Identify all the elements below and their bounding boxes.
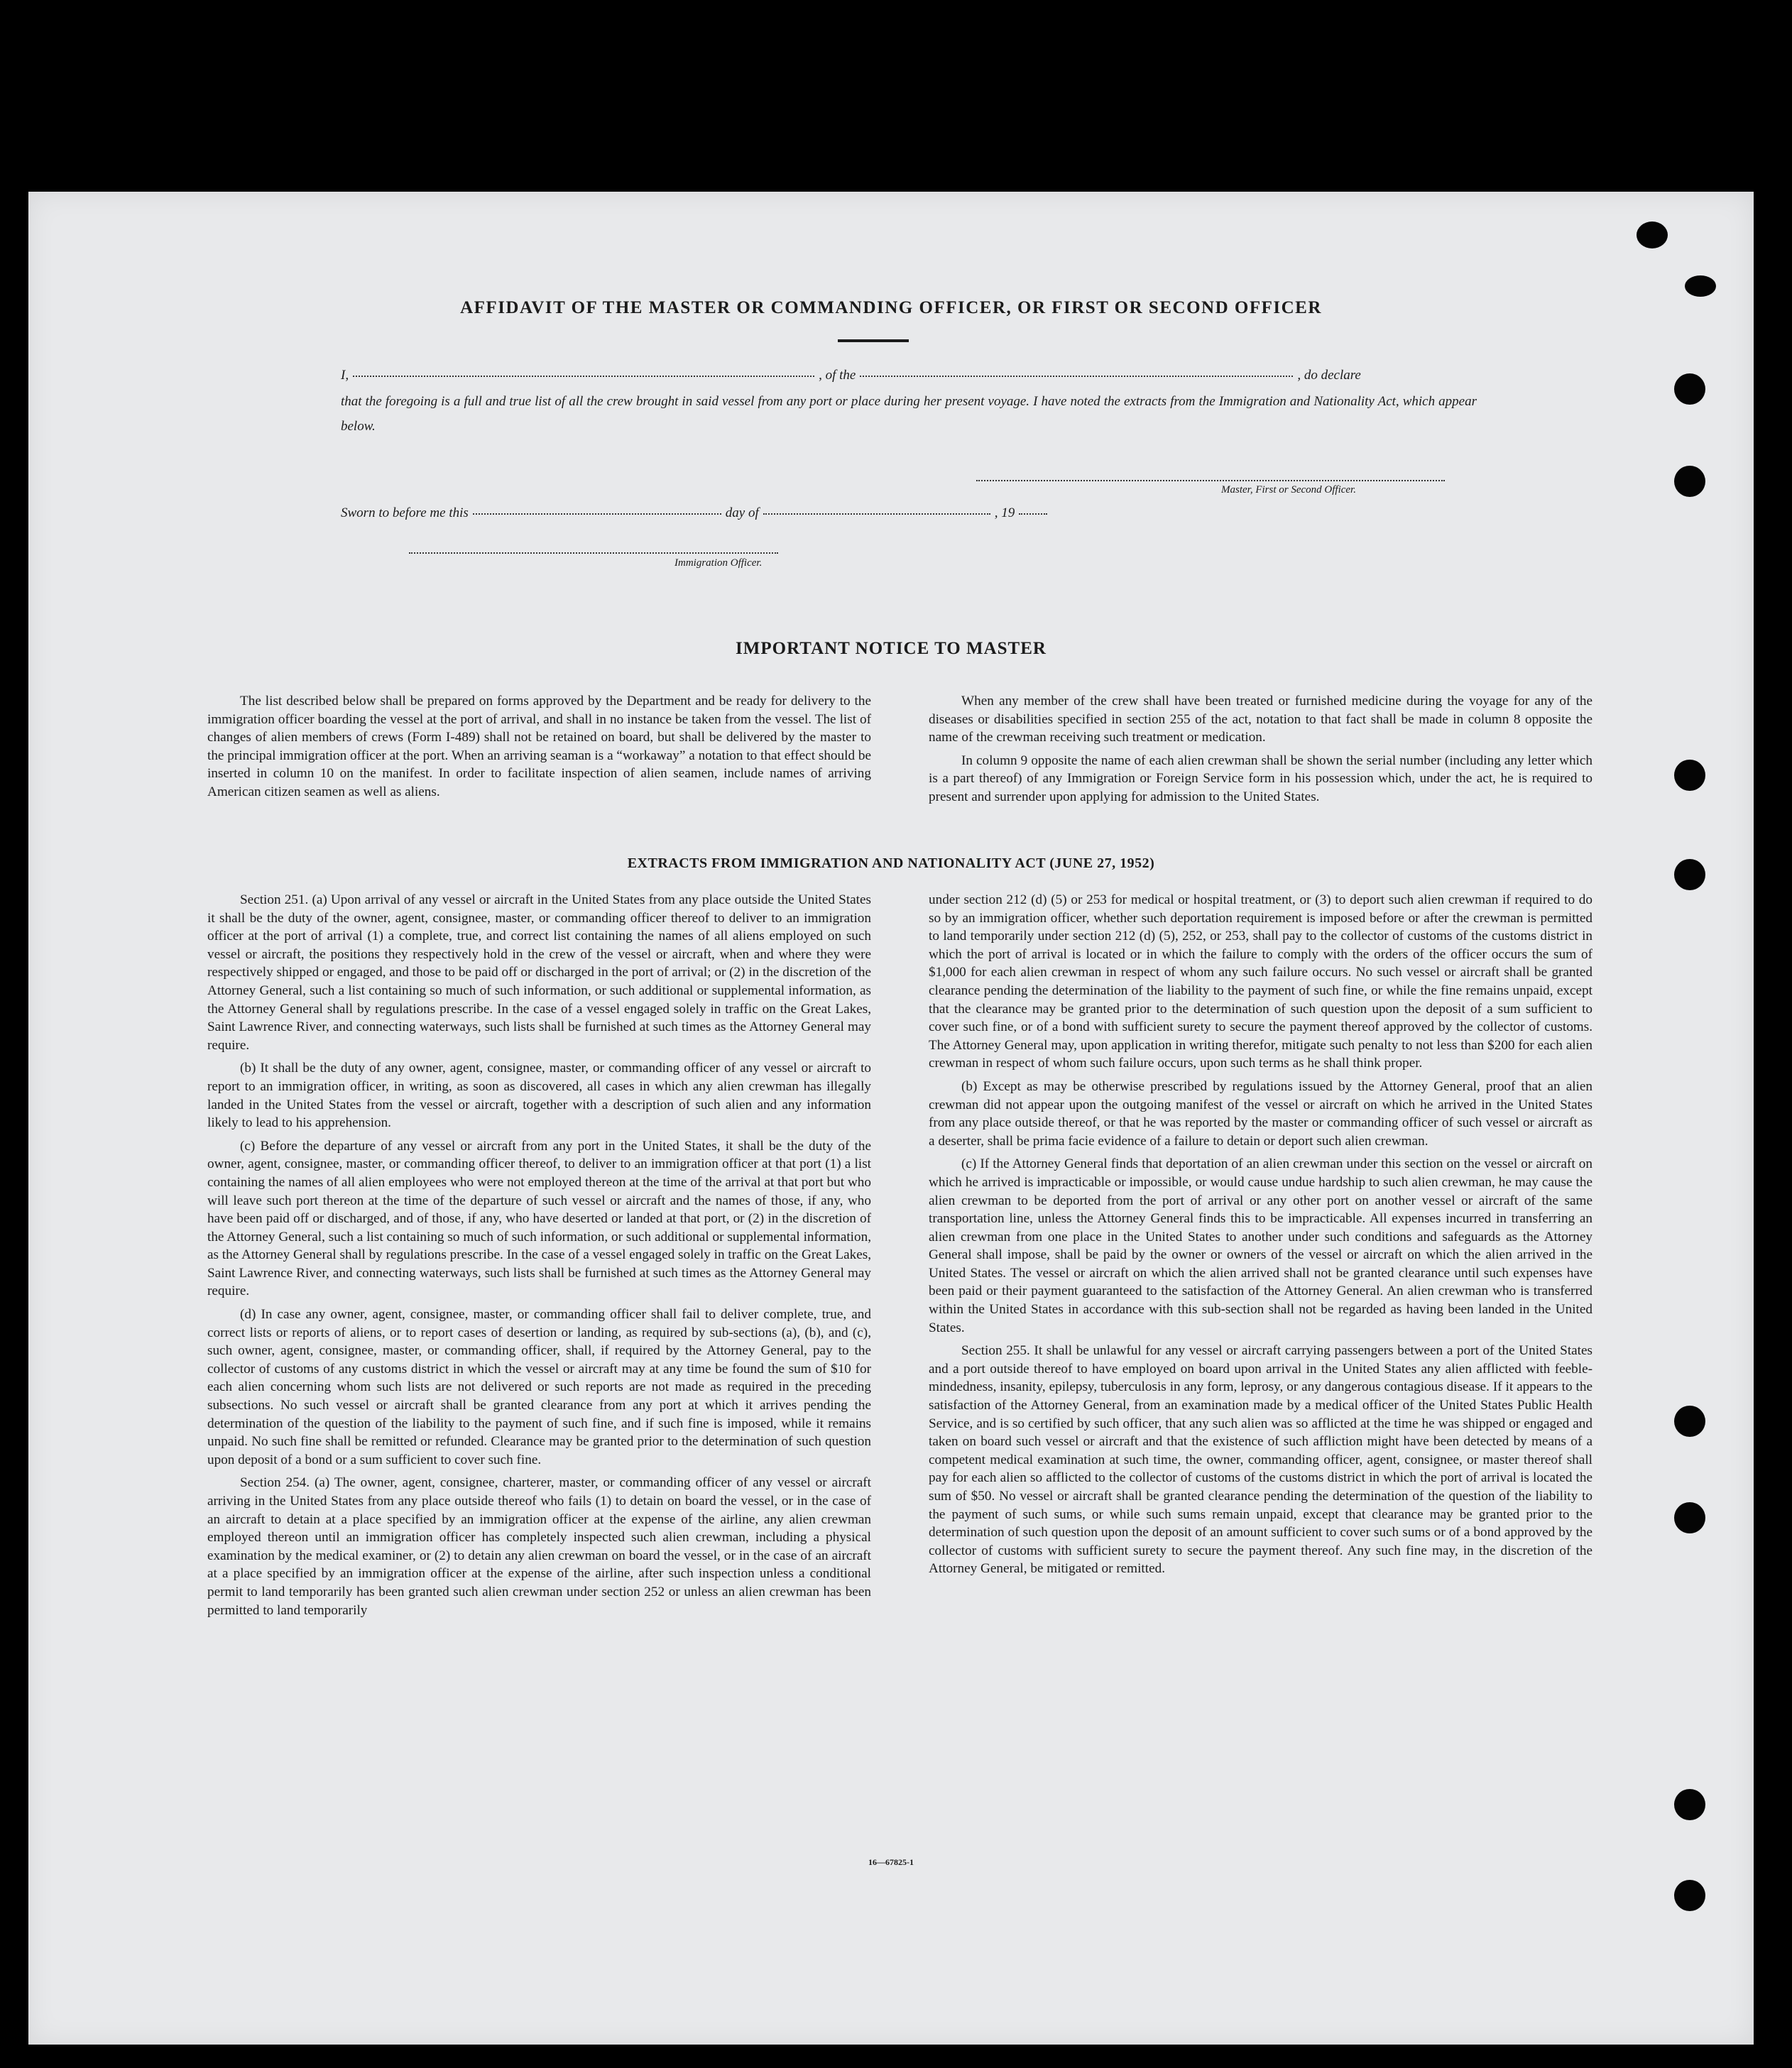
extract-paragraph: Section 251. (a) Upon arrival of any vessel or aircraft in the United States from any place outside the United States it shall be the duty of the owner, agent, consignee, master, or commanding officer thereof to deliver to an immigration officer at the port of arrival (1) a complete, true, and correct list containing the names of all aliens employed on such vessel or aircraft, the positions they respectively hold in the crew of the vessel or aircraft, when and where they were respectively shipped or engaged, and those to be paid off or discharged in the port of arrival; or (2) in the discretion of the Attorney General, such a list containing so much of such information, or such additional or supplemental information, as the Attorney General shall by regulations prescribe. In the case of a vessel engaged solely in traffic on the Great Lakes, Saint Lawrence River, and connecting waterways, such lists shall be furnished at such times as the Attorney General may require. (207, 892, 871, 1053)
extract-paragraph: (c) Before the departure of any vessel or aircraft from any port in the United States, it shall be the duty of the owner, agent, consignee, master, or commanding officer thereof, to deliver to an immigration officer at that port (1) a list containing the names of all alien employees who were not employed thereon at the time of the arrival at that port but who will leave such port thereon at the time of the departure of such vessel or aircraft and the names of those, if any, who have been paid off or discharged, and of those, if any, who have deserted or landed at that port, or (2) in the discretion of the Attorney General, such a list containing so much of such information, or such additional or supplemental information, as the Attorney General shall by regulations prescribe. In the case of a vessel engaged solely in traffic on the Great Lakes, Saint Lawrence River, and connecting waterways, such lists shall be furnished at such times as the Attorney General may require. (207, 1138, 871, 1299)
extracts-right-column (929, 891, 1592, 1583)
extract-paragraph: Section 255. It shall be unlawful for any vessel or aircraft carrying passengers between a port of the United States and a port outside thereof to have employed on board upon arrival in the United States any alien afflicted with feeble-mindedness, insanity, epilepsy, tuberculosis in any form, leprosy, or any dangerous contagious disease. If it appears to the satisfaction of the Attorney General, from an examination made by a medical officer of the United States Public Health Service, and is so certified by such officer, that any such alien was so afflicted at the time he was shipped or engaged and taken on board such vessel or aircraft and that the existence of such affliction might have been detected by means of a competent medical examination at such time, the owner, commanding officer, agent, consignee, or master thereof shall pay for each alien so afflicted to the collector of customs of the customs district in which the port of arrival is located the sum of $50. No vessel or aircraft shall be granted clearance pending the determination of the question of the liability to the payment of such sums, or while such sums remain unpaid, except that clearance may be granted prior to the determination of such question upon the deposit of an amount sufficient to cover such sums or of a bond approved by the collector of customs with sufficient surety to secure the payment thereof. Any such fine may, in the discretion of the Attorney General, be mitigated or remitted. (929, 1343, 1592, 1577)
binder-hole (1674, 760, 1705, 791)
extract-paragraph: (d) In case any owner, agent, consignee, master, or commanding officer shall fail to deliver complete, true, and correct lists or reports of aliens, or to report cases of desertion or landing, as required by sub-sections (a), (b), and (c), such owner, agent, consignee, master, or commanding officer, shall, if required by the Attorney General, pay to the collector of customs of any customs district in which the vessel or aircraft may at any time be found the sum of $10 for each alien concerning whom such lists are not delivered or such reports are not made as required in the preceding subsections. No such vessel or aircraft shall be granted clearance from any port at which it arrives pending the determination of the question of the liability to the payment of such fine, and if such fine is imposed, while it remains unpaid. No such fine shall be remitted or refunded. Clearance may be granted prior to the determination of such question upon deposit of a bond or a sum sufficient to cover such fine. (207, 1307, 871, 1467)
sworn-year-field[interactable] (1019, 513, 1047, 515)
vessel-field[interactable] (860, 375, 1293, 377)
name-field[interactable] (353, 375, 814, 377)
binder-hole (1637, 221, 1668, 248)
title-rule (838, 339, 909, 342)
declaration-text: that the foregoing is a full and true list of all the crew brought in said vessel from any port or place during her present voyage. I have noted the extracts from the Immigration and Nationality Act, which appear below. (341, 394, 1477, 434)
sworn-day-field[interactable] (473, 513, 721, 515)
notice-right-paragraph-1: When any member of the crew shall have been treated or furnished medicine during the voyage for any of the diseases or disabilities specified in section 255 of the act, notation to that fact shall be made in column 8 opposite the name of the crewman receiving such treatment or medication. (929, 694, 1592, 745)
extract-paragraph: Section 254. (a) The owner, agent, consignee, charterer, master, or commanding officer of any vessel or aircraft arriving in the United States from any place outside thereof who fails (1) to detain on board the vessel, or in the case of an aircraft to detain at a place specified by an immigration officer at the expense of the airline, any alien crewman employed thereon until an immigration officer has completely inspected such alien crewman, including a physical examination by the medical examiner, or (2) to detain any alien crewman on board the vessel, or in the case of an aircraft at a place specified by an immigration officer at the expense of the airline, after such inspection unless a conditional permit to land temporarily has been granted such alien crewman under section 252 or unless an alien crewman has been permitted to land temporarily (207, 1475, 871, 1618)
notice-title: IMPORTANT NOTICE TO MASTER (736, 639, 1047, 658)
affidavit-title: AFFIDAVIT OF THE MASTER OR COMMANDING OFFICER, OR FIRST OR SECOND OFFICER (460, 298, 1322, 317)
do-declare-label: , do declare (1297, 368, 1361, 383)
binder-hole (1674, 466, 1705, 497)
binder-hole (1674, 373, 1705, 405)
binder-hole (1674, 1880, 1705, 1911)
sworn-label: Sworn to before me this (341, 505, 469, 520)
sworn-month-field[interactable] (763, 513, 990, 515)
year-label: , 19 (994, 505, 1015, 520)
notice-left-paragraph: The list described below shall be prepared on forms approved by the Department and be ready for delivery to the immigration officer boarding the vessel at the port of arrival, and shall in no instance be taken from the vessel. The list of changes of alien members of crews (Form I-489) shall not be retained on board, but shall be delivered by the master to the principal immigration officer at the port. When an arriving seaman is a “workaway” a notation to that effect should be inserted in column 10 on the manifest. In order to facilitate inspection of alien seamen, include names of arriving American citizen seamen as well as aliens. (207, 694, 871, 799)
notice-right-paragraph-2: In column 9 opposite the name of each alien crewman shall be shown the serial number (including any letter which is a part thereof) of any Immigration or Foreign Service form in his possession which, under the act, he is required to present and surrender upon applying for admission to the United States. (929, 753, 1592, 804)
immigration-officer-label: Immigration Officer. (674, 557, 763, 569)
binder-hole (1685, 275, 1716, 297)
binder-hole (1674, 1789, 1705, 1820)
extract-paragraph: (b) It shall be the duty of any owner, agent, consignee, master, or commanding officer of any vessel or aircraft to report to an immigration officer, in writing, as soon as discovered, all cases in which any alien crewman has illegally landed in the United States from the vessel or aircraft, together with a description of such alien and any information likely to lead to his apprehension. (207, 1061, 871, 1131)
master-signature-label: Master, First or Second Officer. (1221, 484, 1356, 496)
extract-paragraph: (c) If the Attorney General finds that deportation of an alien crewman under this section on the vessel or aircraft on which he arrived is impracticable or impossible, or would cause undue hardship to such alien crewman, he may cause the alien crewman to be deported from the port of arrival or any other port on another vessel or aircraft of the same transportation line, unless the Attorney General finds this to be impracticable. All expenses incurred in transferring an alien crewman from one place in the United States to another under such conditions and safeguards as the Attorney General shall impose, shall be paid by the owner or owners of the vessel or aircraft on which the alien arrived in the United States. The vessel or aircraft on which the alien arrived shall not be granted clearance until such expenses have been paid or their payment guaranteed to the satisfaction of the Attorney General. An alien crewman who is transferred within the United States in accordance with this sub-section shall not be regarded as having been landed in the United States. (929, 1156, 1592, 1335)
i-label: I, (341, 368, 349, 383)
extracts-left-column (207, 891, 871, 1624)
notice-left-column (207, 692, 871, 806)
document-page (28, 192, 1754, 2045)
of-the-label: , of the (819, 368, 856, 383)
declarant-line (341, 368, 1477, 383)
extract-paragraph: under section 212 (d) (5) or 253 for medical or hospital treatment, or (3) to deport such alien crewman if required to do so by an immigration officer, whether such deportation requirement is imposed before or after the crewman is permitted to land temporarily under section 212 (d) (5), 252, or 253, shall pay to the collector of customs of the customs district in which the port of arrival is located or in which the failure to comply with the orders of the officer occurs the sum of $1,000 for each alien crewman in respect of whom any such failure occurs. No such vessel or aircraft shall be granted clearance pending the determination of the liability to the payment of such fine, or while the fine remains unpaid, except that the clearance may be granted prior to the determination of such question upon the deposit of a sum sufficient to cover such fine, or of a bond with sufficient surety to secure the payment thereof approved by the collector of customs. The Attorney General may, upon application in writing therefor, mitigate such penalty to not less than $200 for each alien crewman in respect of whom such failure occurs, upon such terms as he shall think proper. (929, 892, 1592, 1071)
extract-paragraph: (b) Except as may be otherwise prescribed by regulations issued by the Attorney General, proof that an alien crewman did not appear upon the outgoing manifest of the vessel or aircraft on which he arrived in the United States from any place outside thereof, or that he was reported by the master or commanding officer of such vessel or aircraft as a deserter, shall be prima facie evidence of a failure to detain or deport such alien crewman. (929, 1078, 1592, 1149)
day-of-label: day of (725, 505, 759, 520)
immigration-officer-signature-line[interactable] (409, 552, 778, 554)
notice-right-column (929, 692, 1592, 811)
extracts-title: EXTRACTS FROM IMMIGRATION AND NATIONALITY ACT (JUNE 27, 1952) (627, 855, 1155, 871)
binder-hole (1674, 1406, 1705, 1437)
master-signature-line[interactable] (976, 480, 1445, 481)
sworn-line (341, 505, 1477, 521)
form-number: 16—67825-1 (868, 1857, 914, 1867)
binder-hole (1674, 1502, 1705, 1533)
